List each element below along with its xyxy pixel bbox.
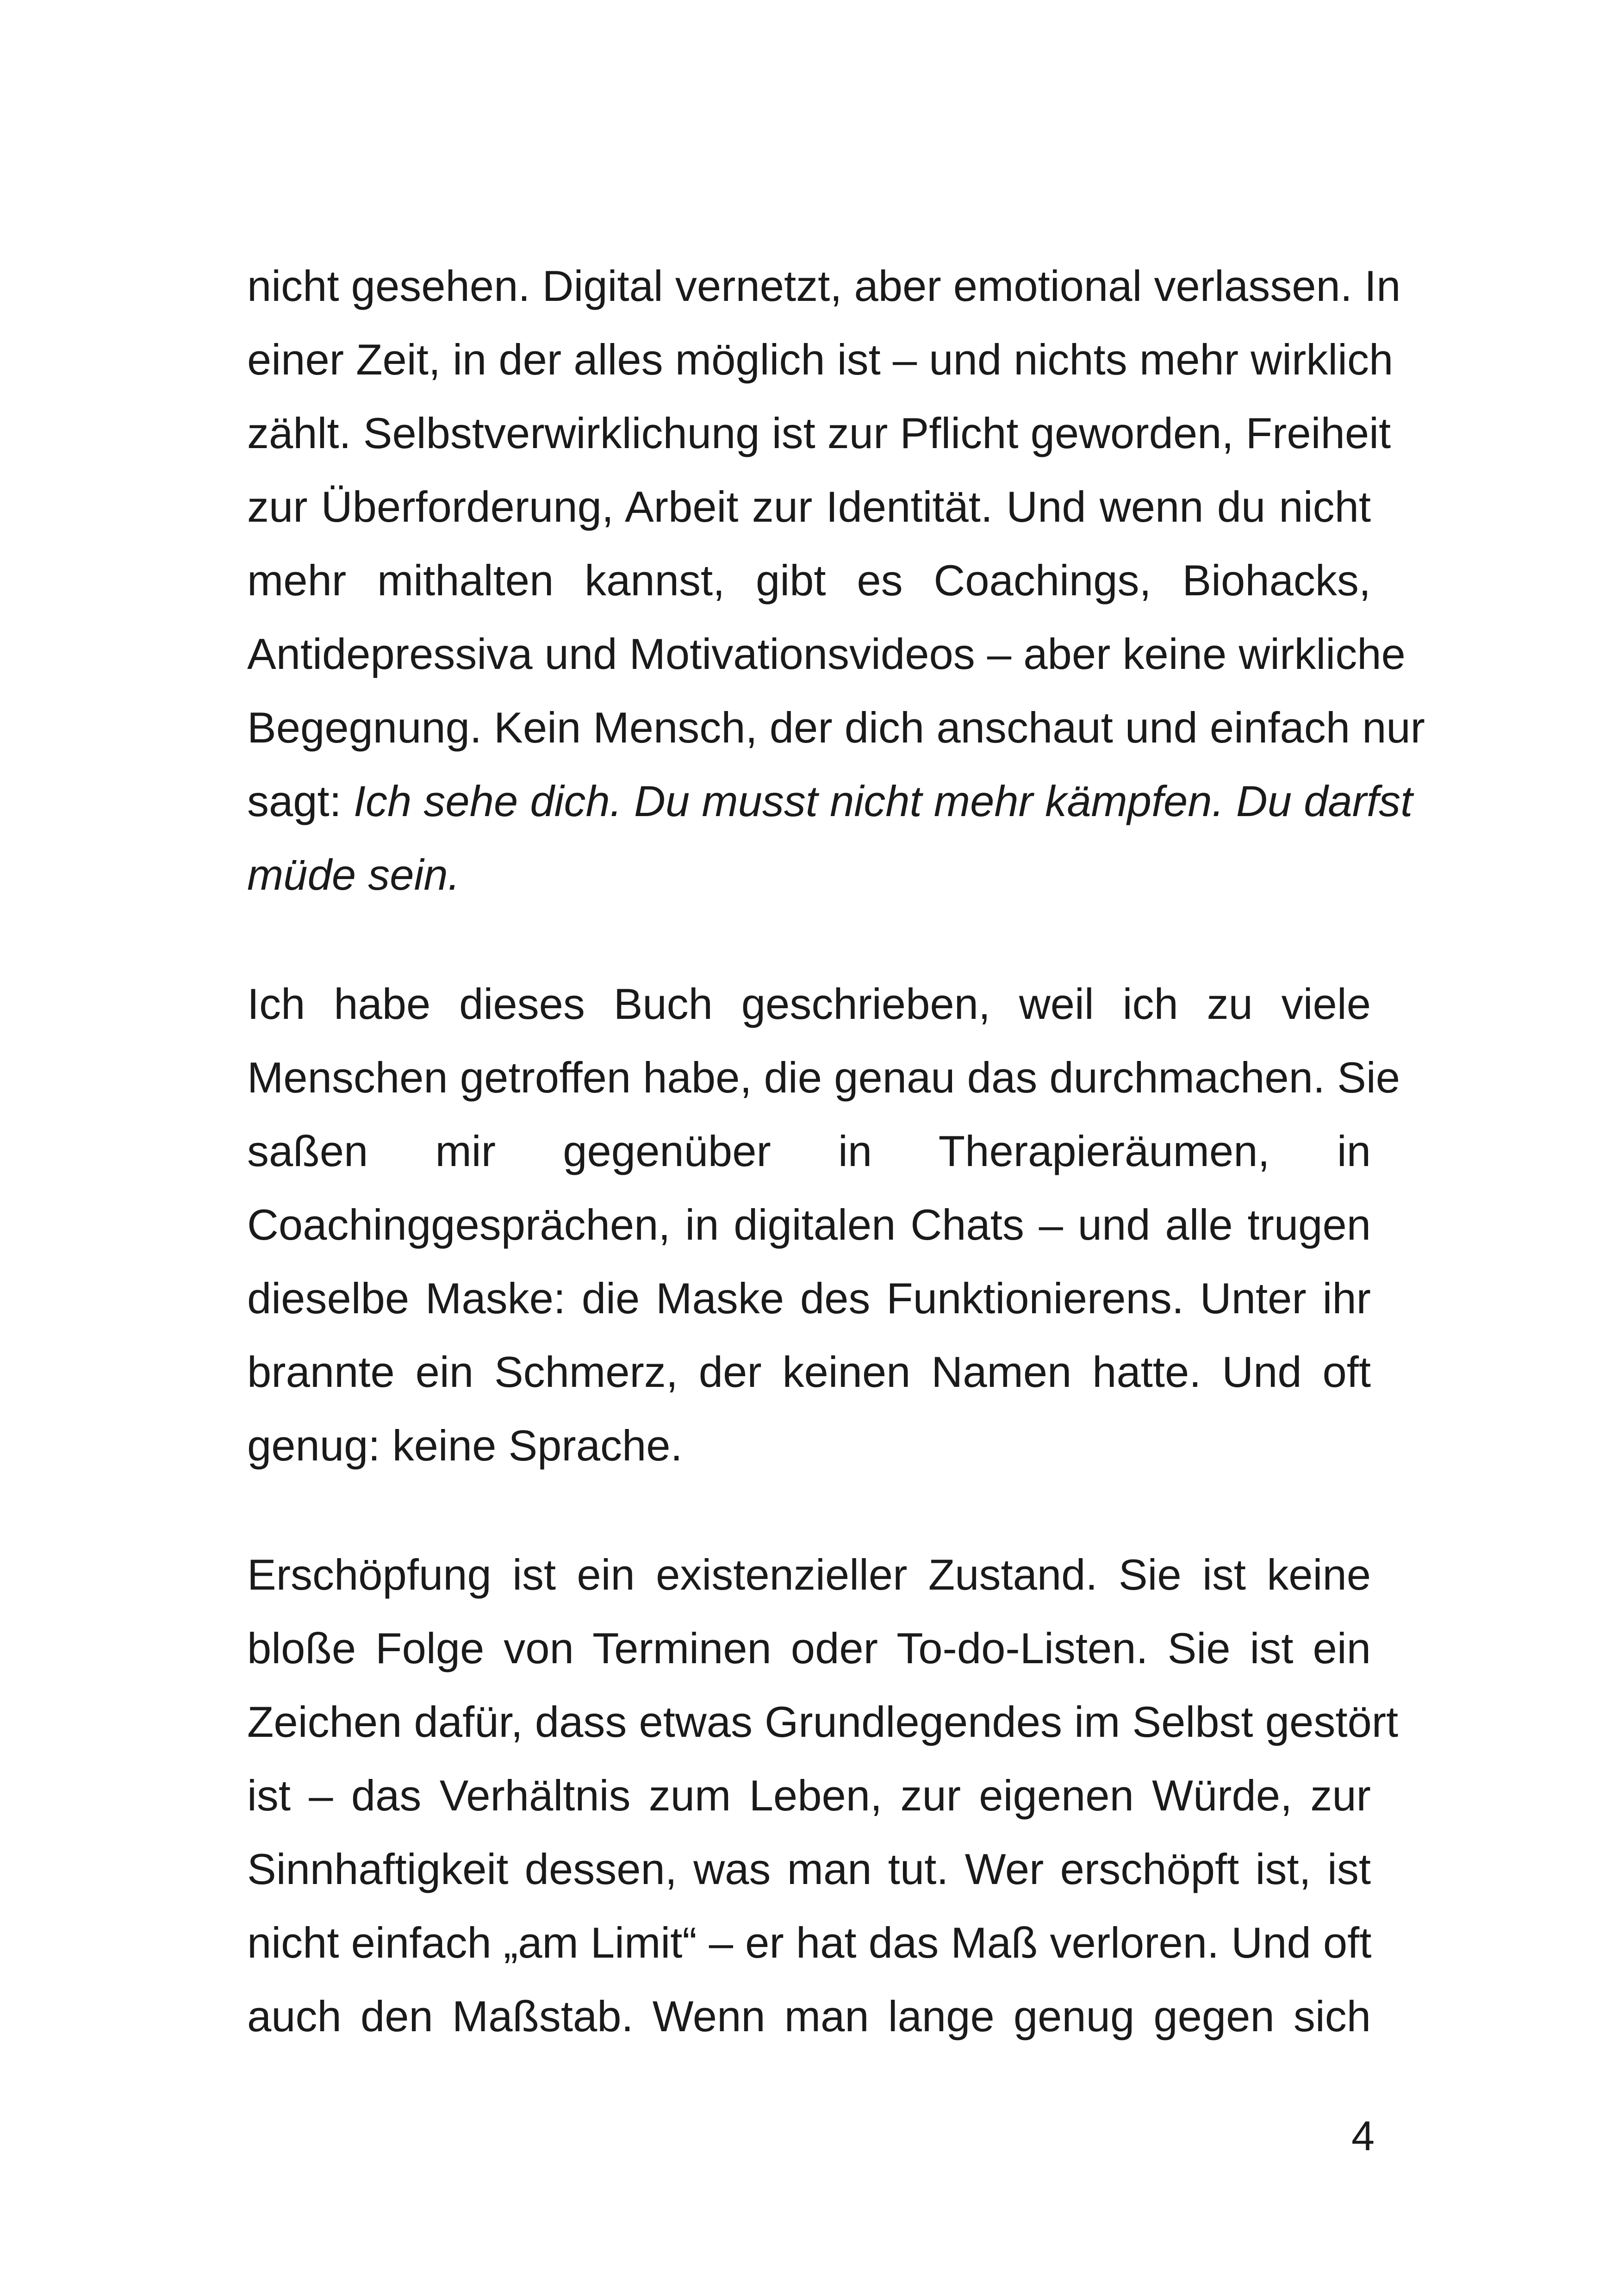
paragraph-line: bloße Folge von Terminen oder To-do-Listen. Sie ist ein	[247, 1624, 1371, 1672]
paragraph-3	[247, 1538, 1399, 2053]
paragraph-line: Begegnung. Kein Mensch, der dich anschaut und einfach nur	[247, 703, 1425, 752]
paragraph-line: mehr mithalten kannst, gibt es Coachings, Biohacks,	[247, 556, 1371, 605]
paragraph-line: Coachinggesprächen, in digitalen Chats – und alle trugen	[247, 1200, 1371, 1249]
paragraph-line: Antidepressiva und Motivationsvideos – aber keine wirkliche	[247, 630, 1406, 678]
paragraph-line: ist – das Verhältnis zum Leben, zur eigenen Würde, zur	[247, 1771, 1371, 1820]
paragraph-2	[247, 967, 1400, 1482]
paragraph-line-mixed	[247, 764, 1413, 838]
plain-text: sagt:	[247, 777, 354, 825]
page-number: 4	[1351, 2113, 1375, 2159]
paragraph-line: dieselbe Maske: die Maske des Funktionierens. Unter ihr	[247, 1274, 1371, 1323]
body-text	[247, 249, 1425, 2053]
paragraph-line: Ich habe dieses Buch geschrieben, weil ich zu viele	[247, 980, 1371, 1028]
paragraph-line: einer Zeit, in der alles möglich ist – und nichts mehr wirklich	[247, 335, 1394, 384]
paragraph-line: Sinnhaftigkeit dessen, was man tut. Wer erschöpft ist, ist	[247, 1845, 1371, 1893]
paragraph-line: saßen mir gegenüber in Therapieräumen, in	[247, 1127, 1371, 1175]
paragraph-line: nicht gesehen. Digital vernetzt, aber emotional verlassen. In	[247, 262, 1401, 310]
paragraph-line: Erschöpfung ist ein existenzieller Zustand. Sie ist keine	[247, 1550, 1371, 1599]
paragraph-1	[247, 249, 1425, 911]
italic-quote: Ich sehe dich. Du musst nicht mehr kämpfen. Du darfst	[353, 777, 1413, 825]
paragraph-line: auch den Maßstab. Wenn man lange genug gegen sich	[247, 1992, 1371, 2040]
italic-quote-end: müde sein.	[247, 850, 460, 899]
paragraph-line: zählt. Selbstverwirklichung ist zur Pflicht geworden, Freiheit	[247, 409, 1391, 457]
paragraph-line: Zeichen dafür, dass etwas Grundlegendes im Selbst gestört	[247, 1697, 1399, 1746]
paragraph-line: brannte ein Schmerz, der keinen Namen hatte. Und oft	[247, 1348, 1371, 1396]
paragraph-line: nicht einfach „am Limit“ – er hat das Maß verloren. Und oft	[247, 1918, 1372, 1967]
paragraph-last-line: genug: keine Sprache.	[247, 1421, 683, 1470]
paragraph-line: zur Überforderung, Arbeit zur Identität. Und wenn du nicht	[247, 482, 1371, 531]
paragraph-line: Menschen getroffen habe, die genau das durchmachen. Sie	[247, 1053, 1400, 1102]
